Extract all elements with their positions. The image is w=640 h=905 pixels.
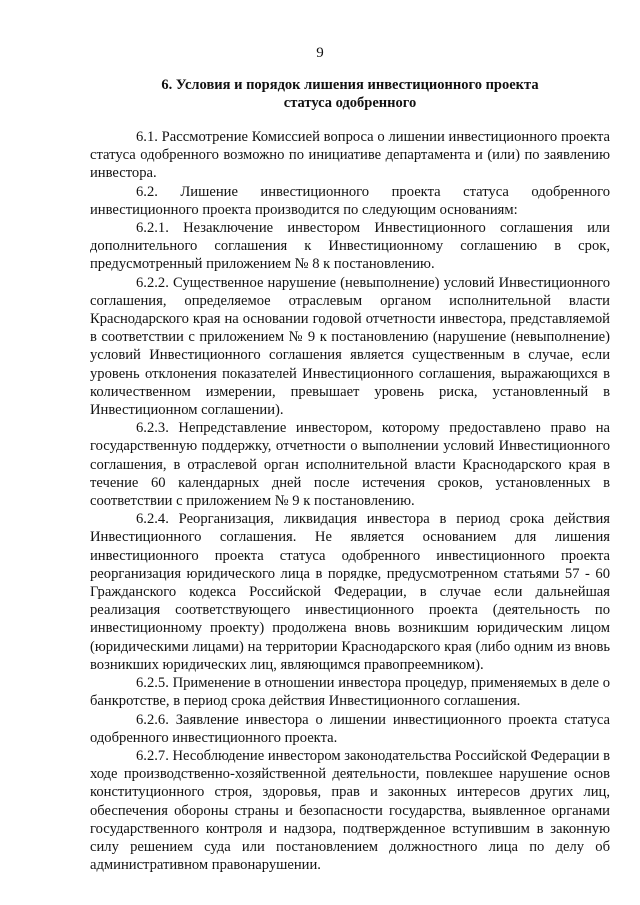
section-heading-line-1: 6. Условия и порядок лишения инвестиционного проекта — [161, 77, 539, 93]
paragraph-6-2-7: 6.2.7. Несоблюдение инвестором законодательства Российской Федерации в ходе производственно-хозяйственной деятельности, повлекшее нарушение основ конституционного строя, здоровья, прав и законных интересов других лиц, обеспечения обороны страны и безопасности государства, выявленное органами государственного контроля и надзора, подтвержденное вступившим в законную силу решением суда или постановлением должностного лица по делу об административном правонарушении. — [90, 747, 610, 874]
paragraph-6-2-3: 6.2.3. Непредставление инвестором, которому предоставлено право на государственную поддержку, отчетности о выполнении условий Инвестиционного соглашения, в отраслевой орган исполнительной власти Краснодарского края в течение 60 календарных дней после истечения сроков, установленных в соответствии с приложением № 9 к постановлению. — [90, 420, 610, 510]
section-heading — [90, 76, 610, 112]
paragraph-6-2-2: 6.2.2. Существенное нарушение (невыполнение) условий Инвестиционного соглашения, определяемое отраслевым органом исполнительной власти Краснодарского края на основании годовой отчетности инвестора, представляемой в соответствии с приложением № 9 к постановлению (нарушение (невыполнение) условий Инвестиционного соглашения является существенным в случае, если уровень отклонения показателей Инвестиционного соглашения, выражающихся в количественном измерении, превышает уровень риска, установленный в Инвестиционном соглашении). — [90, 274, 610, 419]
paragraph-6-2-6: 6.2.6. Заявление инвестора о лишении инвестиционного проекта статуса одобренного инвестиционного проекта. — [90, 711, 610, 746]
page-number: 9 — [316, 45, 324, 61]
paragraph-6-1: 6.1. Рассмотрение Комиссией вопроса о лишении инвестиционного проекта статуса одобренного возможно по инициативе департамента и (или) по заявлению инвестора. — [90, 129, 610, 182]
paragraph-6-2-5: 6.2.5. Применение в отношении инвестора процедур, применяемых в деле о банкротстве, в период срока действия Инвестиционного соглашения. — [90, 675, 610, 710]
paragraph-6-2-4: 6.2.4. Реорганизация, ликвидация инвестора в период срока действия Инвестиционного соглашения. Не является основанием для лишения инвестиционного проекта статуса одобренного инвестиционного проекта реорганизация юридического лица в порядке, предусмотренном статьями 57 - 60 Гражданского кодекса Российской Федерации, в случае если дальнейшая реализация соответствующего инвестиционного проекта (деятельность по инвестиционному проекту) продолжена вновь возникшим юридическим лицом (юридическими лицами) на территории Краснодарского края (либо одним из вновь возникших юридических лиц, являющимся правопреемником). — [90, 511, 610, 673]
paragraph-6-2: 6.2. Лишение инвестиционного проекта статуса одобренного инвестиционного проекта производится по следующим основаниям: — [90, 183, 610, 218]
section-heading-line-2: статуса одобренного — [283, 95, 417, 111]
document-body — [90, 128, 610, 874]
paragraph-6-2-1: 6.2.1. Незаключение инвестором Инвестиционного соглашения или дополнительного соглашения к Инвестиционному соглашению в срок, предусмотренный приложением № 8 к постановлению. — [90, 220, 610, 273]
